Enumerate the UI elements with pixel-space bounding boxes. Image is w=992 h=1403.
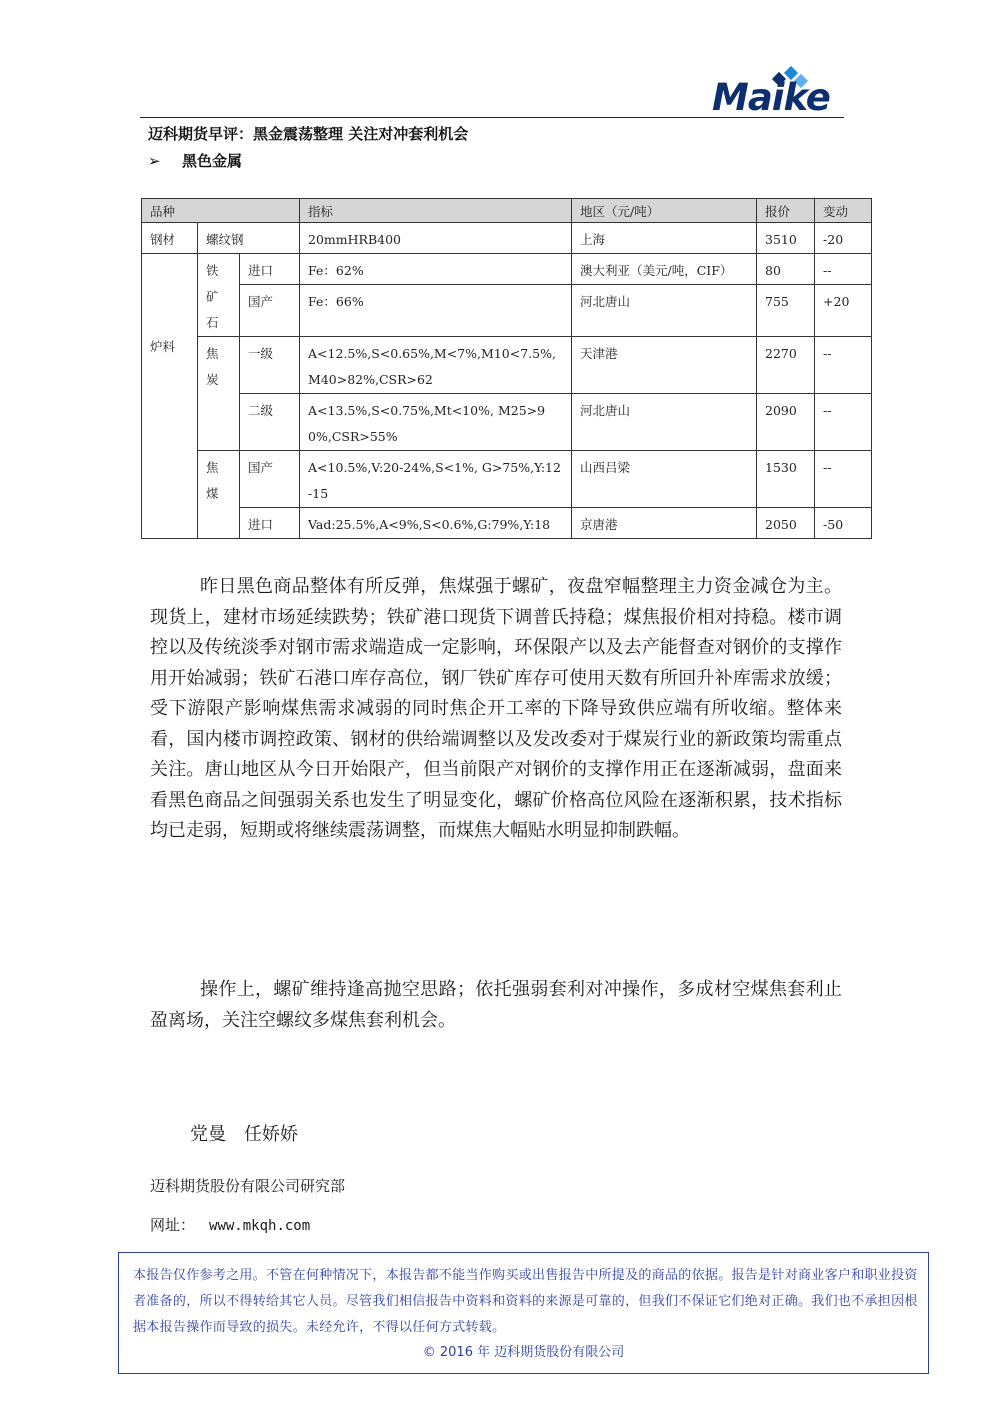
cell-indicator: A<12.5%,S<0.65%,M<7%,M10<7.5%,M40>82%,CSR>62 — [300, 337, 572, 394]
arrow-bullet-icon: ➢ — [148, 152, 161, 170]
cell-indicator: A<13.5%,S<0.75%,Mt<10%, M25>90%,CSR>55% — [300, 394, 572, 451]
cell-price: 2090 — [757, 394, 815, 451]
cell-change: -- — [815, 254, 872, 285]
strategy-paragraph: 操作上，螺矿维持逢高抛空思路；依托强弱套利对冲操作，多成材空煤焦套利止盈离场，关注空螺纹多煤焦套利机会。 — [150, 979, 842, 1031]
table-row — [142, 394, 872, 451]
cell-change: -- — [815, 394, 872, 451]
table-row — [142, 337, 872, 394]
section-heading — [148, 150, 242, 171]
website-line — [150, 1214, 310, 1235]
table-row — [142, 285, 872, 337]
header-variety: 品种 — [142, 199, 300, 223]
cell-change: -- — [815, 451, 872, 508]
category-steel: 钢材 — [142, 223, 198, 254]
group-iron-ore — [198, 254, 240, 337]
product-rebar: 螺纹钢 — [198, 223, 300, 254]
cell-indicator: Fe：62% — [300, 254, 572, 285]
logo-text: Maike — [712, 76, 830, 119]
cell-price: 80 — [757, 254, 815, 285]
disclaimer-text: 本报告仅作参考之用。不管在何种情况下，本报告都不能当作购买或出售报告中所提及的商品的依据。报告是针对商业客户和职业投资者准备的，所以不得转给其它人员。尽管我们相信报告中资料和资料的来源是可靠的，但我们不保证它们绝对正确。我们也不承担因根据本报告操作而导致的损失。未经允许，不得以任何方式转载。 — [133, 1268, 918, 1335]
header-indicator: 指标 — [300, 199, 572, 223]
report-title: 迈科期货早评：黑金震荡整理 关注对冲套利机会 — [148, 125, 469, 143]
group-coke — [198, 337, 240, 451]
cell-price: 755 — [757, 285, 815, 337]
cell-sub: 进口 — [240, 508, 300, 539]
header-divider — [140, 117, 844, 118]
header-price: 报价 — [757, 199, 815, 223]
table-row — [142, 223, 872, 254]
table-row — [142, 254, 872, 285]
cell-change: +20 — [815, 285, 872, 337]
cell-region: 河北唐山 — [572, 285, 757, 337]
group-coking-coal — [198, 451, 240, 539]
section-title: 黑色金属 — [182, 152, 243, 170]
table-row — [142, 451, 872, 508]
group-iron-ore-label: 铁矿石 — [206, 263, 219, 330]
table-header-row — [142, 199, 872, 223]
cell-sub: 国产 — [240, 451, 300, 508]
disclaimer-box — [118, 1252, 929, 1374]
cell-region: 上海 — [572, 223, 757, 254]
cell-indicator: Vad:25.5%,A<9%,S<0.6%,G:79%,Y:18 — [300, 508, 572, 539]
cell-region: 京唐港 — [572, 508, 757, 539]
copyright: © 2016 年 迈科期货股份有限公司 — [422, 1345, 625, 1360]
cell-change: -20 — [815, 223, 872, 254]
website-link[interactable]: www.mkqh.com — [209, 1218, 311, 1234]
group-coking-coal-label: 焦煤 — [206, 460, 219, 501]
cell-indicator: Fe：66% — [300, 285, 572, 337]
authors: 党曼 任娇娇 — [190, 1124, 298, 1145]
cell-sub: 一级 — [240, 337, 300, 394]
cell-sub: 二级 — [240, 394, 300, 451]
department: 迈科期货股份有限公司研究部 — [150, 1177, 346, 1195]
header-change: 变动 — [815, 199, 872, 223]
company-logo — [712, 66, 848, 118]
cell-sub: 进口 — [240, 254, 300, 285]
cell-sub: 国产 — [240, 285, 300, 337]
website-label: 网址： — [150, 1216, 196, 1234]
cell-price: 2050 — [757, 508, 815, 539]
cell-price: 3510 — [757, 223, 815, 254]
cell-change: -- — [815, 337, 872, 394]
analysis-paragraph: 昨日黑色商品整体有所反弹，焦煤强于螺矿，夜盘窄幅整理主力资金减仓为主。现货上，建材市场延续跌势；铁矿港口现货下调普氏持稳；煤焦报价相对持稳。楼市调控以及传统淡季对钢市需求端造成一定影响，环保限产以及去产能督查对钢价的支撑作用开始减弱；铁矿石港口库存高位，钢厂铁矿库存可使用天数有所回升补库需求放缓；受下游限产影响煤焦需求减弱的同时焦企开工率的下降导致供应端有所收缩。整体来看，国内楼市调控政策、钢材的供给端调整以及发改委对于煤炭行业的新政策均需重点关注。唐山地区从今日开始限产，但当前限产对钢价的支撑作用正在逐渐减弱，盘面来看黑色商品之间强弱关系也发生了明显变化，螺矿价格高位风险在逐渐积累，技术指标均已走弱，短期或将继续震荡调整，而煤焦大幅贴水明显抑制跌幅。 — [150, 576, 842, 841]
cell-indicator: A<10.5%,V:20-24%,S<1%, G>75%,Y:12-15 — [300, 451, 572, 508]
cell-change: -50 — [815, 508, 872, 539]
price-table — [141, 198, 872, 539]
cell-region: 河北唐山 — [572, 394, 757, 451]
cell-region: 澳大利亚（美元/吨，CIF） — [572, 254, 757, 285]
cell-region: 山西吕梁 — [572, 451, 757, 508]
cell-indicator: 20mmHRB400 — [300, 223, 572, 254]
table-row — [142, 508, 872, 539]
cell-region: 天津港 — [572, 337, 757, 394]
header-region: 地区（元/吨） — [572, 199, 757, 223]
group-coke-label: 焦炭 — [206, 346, 219, 387]
category-furnace: 炉料 — [142, 254, 198, 539]
cell-price: 1530 — [757, 451, 815, 508]
cell-price: 2270 — [757, 337, 815, 394]
